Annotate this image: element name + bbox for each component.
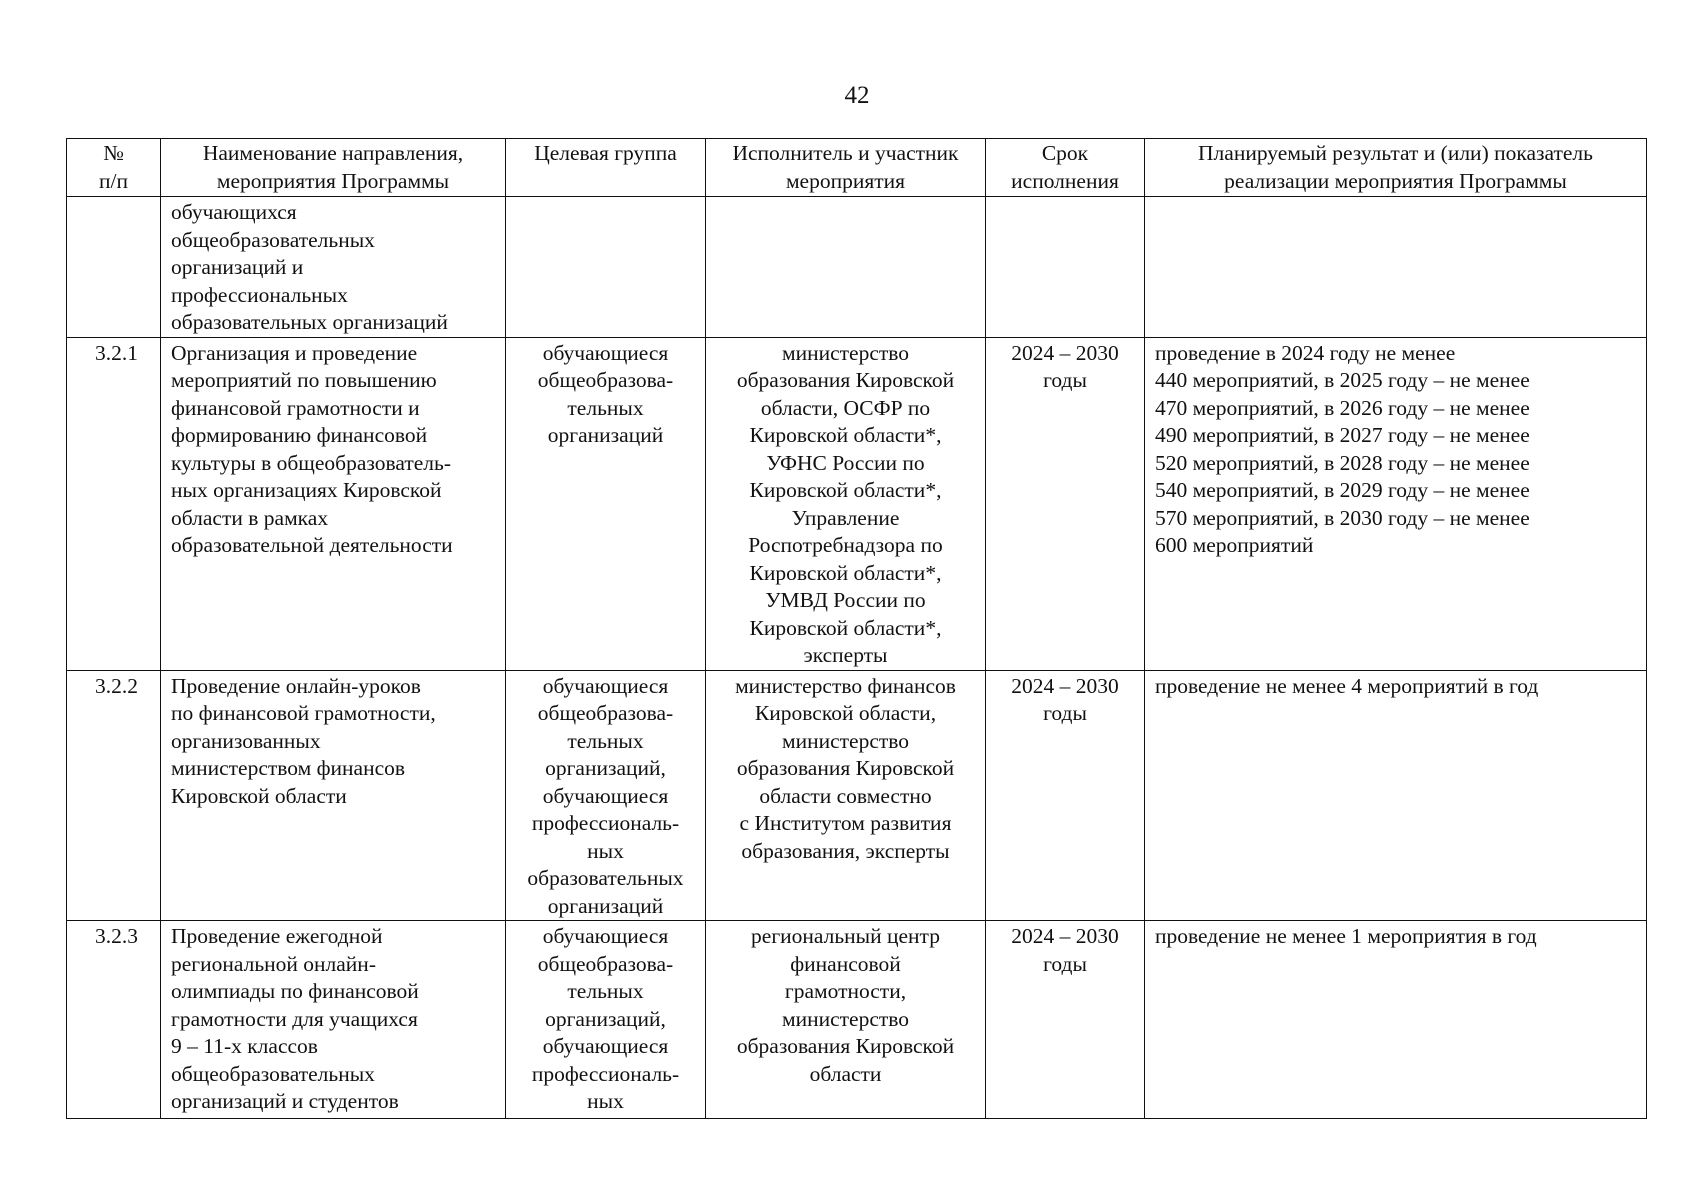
cell-result: проведение не менее 4 мероприятий в год <box>1145 670 1647 921</box>
cell-name: Организация и проведение мероприятий по повышению финансовой грамотности и формированию финансовой культуры в общеобразователь- ных организациях Кировской области в рамках образовательной деятельности <box>161 337 506 670</box>
cell-name: Проведение онлайн-уроков по финансовой грамотности, организованных министерством финансов Кировской области <box>161 670 506 921</box>
cell-term: 2024 – 2030 годы <box>986 337 1145 670</box>
header-num: № п/п <box>67 139 161 197</box>
table-header-row <box>67 139 1647 197</box>
cell-executor: министерство финансов Кировской области, министерство образования Кировской области совместно с Институтом развития образования, эксперты <box>706 670 986 921</box>
cell-result: проведение в 2024 году не менее 440 мероприятий, в 2025 году – не менее 470 мероприятий, в 2026 году – не менее 490 мероприятий, в 2027 году – не менее 520 мероприятий, в 2028 году – не менее 540 мероприятий, в 2029 году – не менее 570 мероприятий, в 2030 году – не менее 600 мероприятий <box>1145 337 1647 670</box>
table-row <box>67 670 1647 921</box>
page-number: 42 <box>844 82 870 109</box>
header-term: Срок исполнения <box>986 139 1145 197</box>
cell-executor <box>706 197 986 338</box>
cell-result: проведение не менее 1 мероприятия в год <box>1145 921 1647 1119</box>
cell-term: 2024 – 2030 годы <box>986 670 1145 921</box>
cell-num: 3.2.2 <box>67 670 161 921</box>
cell-term: 2024 – 2030 годы <box>986 921 1145 1119</box>
header-target: Целевая группа <box>506 139 706 197</box>
header-name: Наименование направления, мероприятия Программы <box>161 139 506 197</box>
table-row <box>67 337 1647 670</box>
cell-num: 3.2.1 <box>67 337 161 670</box>
header-executor: Исполнитель и участник мероприятия <box>706 139 986 197</box>
cell-target <box>506 197 706 338</box>
cell-term <box>986 197 1145 338</box>
cell-executor: региональный центр финансовой грамотности, министерство образования Кировской области <box>706 921 986 1119</box>
table-row <box>67 197 1647 338</box>
header-result: Планируемый результат и (или) показатель реализации мероприятия Программы <box>1145 139 1647 197</box>
program-table <box>66 138 1647 1119</box>
cell-name: Проведение ежегодной региональной онлайн- олимпиады по финансовой грамотности для учащихся 9 – 11-х классов общеобразовательных организаций и студентов <box>161 921 506 1119</box>
table-row <box>67 921 1647 1119</box>
cell-num <box>67 197 161 338</box>
cell-name: обучающихся общеобразовательных организаций и профессиональных образовательных организаций <box>161 197 506 338</box>
cell-target: обучающиеся общеобразова- тельных организаций <box>506 337 706 670</box>
cell-target: обучающиеся общеобразова- тельных организаций, обучающиеся профессиональ- ных <box>506 921 706 1119</box>
cell-result <box>1145 197 1647 338</box>
cell-executor: министерство образования Кировской области, ОСФР по Кировской области*, УФНС России по Кировской области*, Управление Роспотребнадзора по Кировской области*, УМВД России по Кировской области*, эксперты <box>706 337 986 670</box>
cell-num: 3.2.3 <box>67 921 161 1119</box>
cell-target: обучающиеся общеобразова- тельных организаций, обучающиеся профессиональ- ных образовательных организаций <box>506 670 706 921</box>
